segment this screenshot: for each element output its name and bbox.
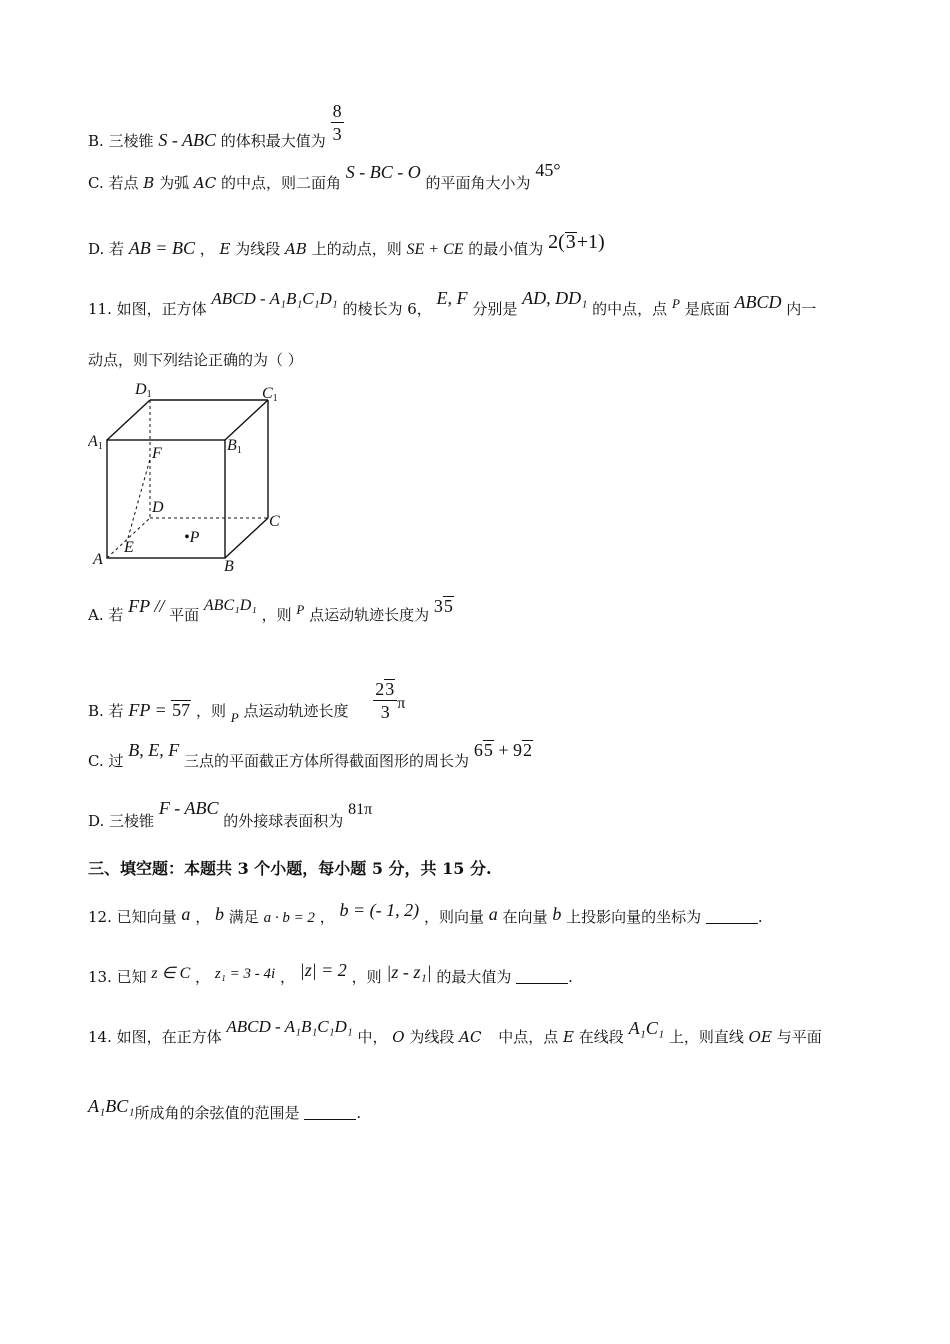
cube-top-edge-right <box>225 400 268 440</box>
text: 点运动轨迹长度 <box>243 702 349 720</box>
text: ， <box>195 968 211 986</box>
segment-label: AB <box>285 240 307 258</box>
numerator-part: 2 <box>375 679 385 699</box>
q11-option-c <box>88 740 533 771</box>
math-expr: z₁ = 3 - 4i <box>214 966 276 982</box>
text: . <box>568 968 573 986</box>
q11-stem-line1 <box>88 288 817 320</box>
text: 的平面角大小为 <box>425 174 531 192</box>
q10-option-b <box>88 100 344 151</box>
arc-label: AC <box>193 174 217 192</box>
denominator: 3 <box>332 124 342 144</box>
label-d: D <box>152 499 164 516</box>
sqrt: 3 <box>385 679 395 699</box>
label-d1: D1 <box>135 381 152 400</box>
segment-ef <box>128 459 150 538</box>
cube-figure <box>88 378 288 578</box>
cube-top-edge-left <box>107 400 150 440</box>
math-expr: AB = BC <box>128 238 195 258</box>
q11-option-d <box>88 798 373 832</box>
answer <box>474 740 533 760</box>
text: 的最小值为 <box>468 240 544 258</box>
text: 13. 已知 <box>88 968 147 986</box>
label-f: F <box>152 445 162 462</box>
point-label: P <box>296 602 305 617</box>
sqrt: 5 <box>483 740 493 760</box>
text: ， <box>199 240 215 258</box>
math-expr: b = (- 1, 2) <box>339 900 420 920</box>
text: ，则 <box>261 606 292 624</box>
text: 动点，则下列结论正确的为（ ） <box>88 351 303 369</box>
text: ，则 <box>195 702 226 720</box>
text: 上，则直线 <box>668 1028 744 1046</box>
text: 三、填空题：本题共 3 个小题，每小题 5 分，共 15 分. <box>88 859 492 878</box>
text: D. 三棱锥 <box>88 812 155 830</box>
text: 内一 <box>786 300 817 318</box>
answer: 81π <box>348 801 373 818</box>
text: 所成角的余弦值的范围是 <box>134 1104 300 1122</box>
text: 中， <box>357 1028 388 1046</box>
point-label: P <box>230 710 239 725</box>
answer-part: 6 <box>473 740 483 760</box>
math-expr: A₁C₁ <box>628 1018 665 1038</box>
text: ， <box>279 968 295 986</box>
label-b1: B1 <box>227 437 242 456</box>
point-label: O <box>392 1028 405 1046</box>
fraction <box>331 100 344 145</box>
text: 分别是 <box>472 300 518 318</box>
sqrt: 2 <box>523 740 532 760</box>
sqrt: 57 <box>172 700 191 720</box>
text: 三点的平面截正方体所得截面图形的周长为 <box>184 752 470 770</box>
answer-blank[interactable] <box>304 1119 356 1120</box>
text: A. 若 <box>88 606 124 624</box>
text: 平面 <box>169 606 200 624</box>
math-expr: FP // <box>128 596 165 616</box>
text: ，则 <box>351 968 382 986</box>
vector-a: a <box>488 904 498 924</box>
text: 上的动点，则 <box>311 240 402 258</box>
label-c: C <box>269 513 280 530</box>
math-expr: |z| = 2 <box>299 960 347 980</box>
text: 11. 如图，正方体 <box>88 300 207 318</box>
text: 的中点，点 <box>592 300 668 318</box>
answer-part: 3 <box>433 596 443 616</box>
label-c1: C1 <box>262 385 278 404</box>
text: 为线段 <box>235 240 281 258</box>
cube-bottom-right-edge <box>225 518 268 558</box>
text: 的棱长为 6， <box>342 300 432 318</box>
q11-option-a <box>88 596 454 626</box>
math-expr: E, F <box>436 288 468 308</box>
answer-part: + 9 <box>493 740 522 760</box>
text: D. 若 <box>88 240 125 258</box>
label-e: E <box>124 539 134 556</box>
math-expr: ABC₁D₁ <box>203 597 257 614</box>
math-expr: SE + CE <box>406 241 464 258</box>
text: 的最大值为 <box>436 968 512 986</box>
text: 在向量 <box>502 908 548 926</box>
pi: π <box>397 695 406 712</box>
text: 14. 如图，在正方体 <box>88 1028 222 1046</box>
math-expr: S - ABC <box>158 130 217 150</box>
text: ， <box>319 908 335 926</box>
text: 中点，点 <box>498 1028 559 1046</box>
point-label: E <box>563 1028 574 1046</box>
text: . <box>356 1104 362 1122</box>
q13 <box>88 960 573 988</box>
text: 是底面 <box>684 300 730 318</box>
math-expr: ABCD - A₁B₁C₁D₁ <box>226 1017 353 1036</box>
q10-option-c <box>88 160 561 193</box>
text: 在线段 <box>578 1028 624 1046</box>
point-label: P <box>671 296 680 311</box>
math-expr: F - ABC <box>158 798 219 818</box>
text: 的中点，则二面角 <box>220 174 341 192</box>
answer-blank[interactable] <box>516 983 568 984</box>
text: ，则向量 <box>423 908 484 926</box>
answer <box>548 231 605 253</box>
denominator: 3 <box>380 702 390 722</box>
label-p: •P <box>184 529 200 546</box>
label-a1: A1 <box>88 433 103 452</box>
q10-option-d <box>88 231 605 260</box>
label-b: B <box>224 558 234 575</box>
numerator: 8 <box>332 101 342 121</box>
vector-b: b <box>214 904 224 924</box>
math-expr: z ∈ C <box>151 965 191 982</box>
point-label: E <box>219 240 231 258</box>
sqrt: 3 <box>565 231 576 253</box>
math-expr: AD, DD₁ <box>522 288 588 308</box>
math-expr: A₁BC₁ <box>88 1096 135 1116</box>
math-expr: ABCD <box>734 292 782 312</box>
segment-label: AC <box>459 1028 482 1046</box>
q14-stem-line2 <box>88 1096 362 1123</box>
text: . <box>757 908 763 926</box>
text: 为线段 <box>409 1028 455 1046</box>
answer-part: +1) <box>576 231 605 253</box>
answer <box>434 596 454 616</box>
sqrt: 5 <box>443 596 453 616</box>
math-expr: ABCD - A₁B₁C₁D₁ <box>211 289 338 308</box>
math-expr: |z - z₁| <box>386 962 432 982</box>
answer-blank[interactable] <box>706 923 758 924</box>
vector-a: a <box>181 904 191 924</box>
math-expr: S - BC - O <box>345 162 421 182</box>
text: B. 三棱锥 <box>88 132 154 150</box>
math-expr: a · b = 2 <box>263 910 315 926</box>
q12 <box>88 900 763 928</box>
text: 与平面 <box>776 1028 822 1046</box>
math-expr: B, E, F <box>128 740 180 760</box>
text: 的外接球表面积为 <box>223 812 344 830</box>
vector-b: b <box>552 904 562 924</box>
label-a: A <box>93 551 103 568</box>
numerator <box>373 678 397 701</box>
q11-stem-line2 <box>88 350 303 370</box>
text: 为弧 <box>159 174 190 192</box>
text: 点运动轨迹长度为 <box>309 606 430 624</box>
text: B. 若 <box>88 702 124 720</box>
text: 12. 已知向量 <box>88 908 177 926</box>
math-expr: FP = <box>128 700 172 720</box>
section-title <box>88 859 492 879</box>
text: ， <box>195 908 211 926</box>
text: 的体积最大值为 <box>220 132 326 150</box>
answer: 45° <box>535 160 561 180</box>
line-label: OE <box>748 1028 772 1046</box>
text: C. 若点 <box>88 174 139 192</box>
q11-option-b <box>88 678 405 723</box>
point-label: B <box>143 174 155 192</box>
fraction <box>373 678 397 723</box>
answer-part: 2( <box>548 231 565 253</box>
text: 满足 <box>228 908 259 926</box>
q14-stem-line1 <box>88 1017 822 1047</box>
text: C. 过 <box>88 752 124 770</box>
text: 上投影向量的坐标为 <box>566 908 702 926</box>
